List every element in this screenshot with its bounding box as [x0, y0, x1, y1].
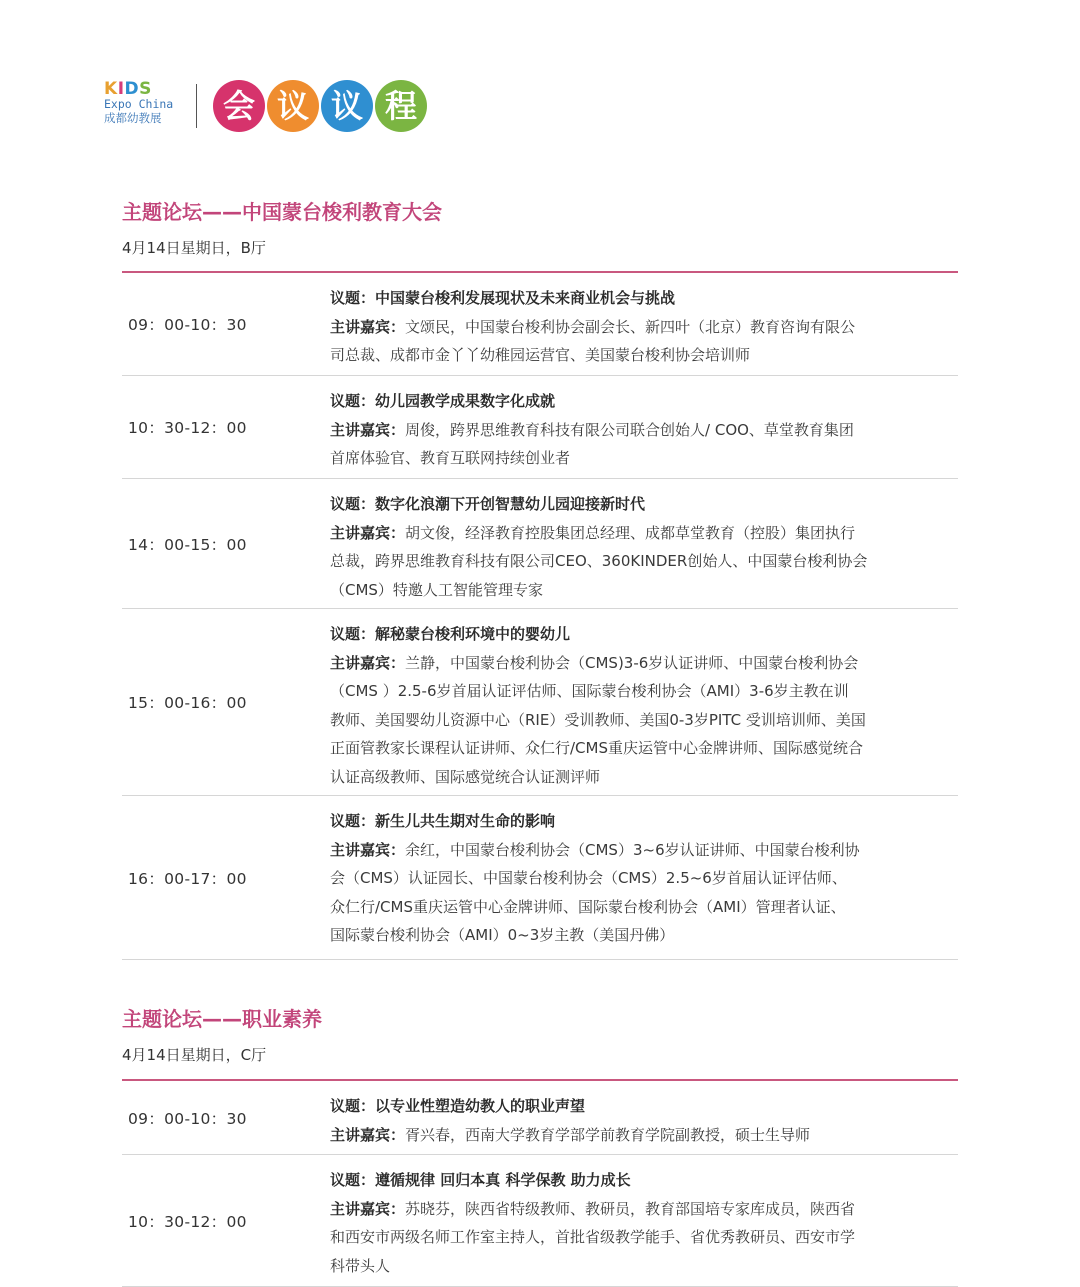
logo-letter-k: K [104, 79, 118, 99]
speaker-text: 胡文俊，经泽教育控股集团总经理、成都草堂教育（控股）集团执行 [405, 523, 856, 542]
speaker-line [330, 1121, 928, 1150]
speaker-line [330, 763, 928, 792]
speaker-line [330, 519, 928, 548]
topic-text: 以专业性塑造幼教人的职业声望 [375, 1097, 586, 1115]
kids-expo-logo [104, 80, 180, 132]
speaker-line [330, 649, 928, 678]
speaker-text: 正面管教家长课程认证讲师、众仁行/CMS重庆运管中心金牌讲师、国际感觉统合 [330, 739, 863, 757]
speaker-prefix: 主讲嘉宾： [330, 840, 406, 859]
speaker-text: 会（CMS）认证园长、中国蒙台梭利协会（CMS）2.5~6岁首届认证评估师、 [330, 869, 847, 887]
speaker-line [330, 893, 928, 922]
schedule-row [122, 1155, 958, 1287]
session-details [330, 490, 928, 604]
speaker-text: 余红，中国蒙台梭利协会（CMS）3~6岁认证讲师、中国蒙台梭利协 [405, 840, 860, 859]
speaker-text: 苏晓芬，陕西省特级教师、教研员，教育部国培专家库成员，陕西省 [405, 1199, 856, 1218]
speaker-line [330, 1252, 928, 1281]
speaker-text: 兰静，中国蒙台梭利协会（CMS)3-6岁认证讲师、中国蒙台梭利协会 [405, 653, 859, 672]
speaker-text: 国际蒙台梭利协会（AMI）0~3岁主教（美国丹佛） [330, 926, 675, 944]
session-details [330, 620, 928, 791]
session-time: 10：30-12：00 [128, 1212, 247, 1231]
speaker-line [330, 313, 928, 342]
speaker-text: 科带头人 [330, 1256, 391, 1275]
topic-prefix: 议题： [330, 392, 376, 410]
logo-cn-text: 成都幼教展 [104, 111, 162, 125]
speaker-prefix: 主讲嘉宾： [330, 420, 406, 439]
topic-text: 中国蒙台梭利发展现状及未来商业机会与挑战 [375, 289, 676, 307]
header-divider [196, 84, 197, 128]
session-topic [330, 620, 928, 649]
topic-text: 幼儿园教学成果数字化成就 [375, 392, 556, 410]
topic-text: 解秘蒙台梭利环境中的婴幼儿 [375, 625, 571, 643]
topic-text: 新生儿共生期对生命的影响 [375, 812, 556, 830]
topic-text: 数字化浪潮下开创智慧幼儿园迎接新时代 [375, 495, 646, 513]
speaker-text: （CMS）特邀人工智能管理专家 [330, 580, 543, 599]
schedule-table [122, 1081, 958, 1287]
session-time: 15：00-16：00 [128, 694, 247, 712]
section-subtitle: 4月14日星期日，C厅 [122, 1046, 267, 1064]
speaker-line [330, 1223, 928, 1252]
speaker-line [330, 547, 928, 576]
schedule-row [122, 479, 958, 609]
speaker-prefix: 主讲嘉宾： [330, 317, 406, 336]
speaker-prefix: 主讲嘉宾： [330, 523, 406, 542]
title-char-circle: 议 [267, 80, 319, 132]
speaker-line [330, 734, 928, 763]
session-time: 14：00-15：00 [128, 535, 247, 554]
speaker-text: 众仁行/CMS重庆运管中心金牌讲师、国际蒙台梭利协会（AMI）管理者认证、 [330, 897, 846, 916]
speaker-text: 和西安市两级名师工作室主持人，首批省级教学能手、省优秀教研员、西安市学 [330, 1228, 856, 1246]
logo-letter-s: S [139, 79, 152, 99]
session-topic [330, 490, 928, 519]
speaker-text: 周俊，跨界思维教育科技有限公司联合创始人/ COO、草堂教育集团 [405, 420, 854, 439]
logo-kids-text [104, 80, 180, 98]
speaker-line [330, 921, 928, 950]
session-topic [330, 1166, 928, 1195]
speaker-line [330, 706, 928, 735]
topic-prefix: 议题： [330, 1171, 376, 1189]
title-char-circle: 会 [213, 80, 265, 132]
schedule-table [122, 273, 958, 960]
schedule-row [122, 1081, 958, 1155]
speaker-text: 文颂民，中国蒙台梭利协会副会长、新四叶（北京）教育咨询有限公 [405, 317, 856, 336]
topic-prefix: 议题： [330, 625, 376, 643]
speaker-text: 首席体验官、教育互联网持续创业者 [330, 449, 571, 467]
speaker-text: 总裁，跨界思维教育科技有限公司CEO、360KINDER创始人、中国蒙台梭利协会 [330, 552, 868, 570]
speaker-text: （CMS ）2.5-6岁首届认证评估师、国际蒙台梭利协会（AMI）3-6岁主教在训 [330, 682, 849, 700]
title-char-circle: 程 [375, 80, 427, 132]
topic-prefix: 议题： [330, 1097, 376, 1115]
logo-letter-i: I [117, 79, 125, 99]
speaker-line [330, 1195, 928, 1224]
speaker-text: 教师、美国婴幼儿资源中心（RIE）受训教师、美国0-3岁PITC 受训培训师、美国 [330, 710, 866, 729]
session-topic [330, 807, 928, 836]
header [104, 76, 427, 136]
topic-prefix: 议题： [330, 812, 376, 830]
speaker-line [330, 677, 928, 706]
topic-text: 遵循规律 回归本真 科学保教 助力成长 [375, 1171, 631, 1189]
speaker-line [330, 416, 928, 445]
speaker-line [330, 341, 928, 370]
session-details [330, 387, 928, 473]
logo-letter-d: D [124, 79, 140, 99]
session-time: 09：00-10：30 [128, 316, 247, 334]
session-details [330, 284, 928, 370]
session-time: 10：30-12：00 [128, 419, 247, 437]
schedule-row [122, 273, 958, 376]
session-time: 16：00-17：00 [128, 869, 247, 888]
topic-prefix: 议题： [330, 495, 376, 513]
schedule-row [122, 796, 958, 960]
section-title: 主题论坛——职业素养 [122, 1007, 322, 1031]
session-details [330, 1166, 928, 1280]
session-topic [330, 1092, 928, 1121]
topic-prefix: 议题： [330, 289, 376, 307]
speaker-text: 司总裁、成都市金丫丫幼稚园运营官、美国蒙台梭利协会培训师 [330, 346, 751, 364]
session-topic [330, 387, 928, 416]
session-details [330, 807, 928, 950]
session-details [330, 1092, 928, 1149]
section-title: 主题论坛——中国蒙台梭利教育大会 [122, 200, 442, 224]
section-subtitle: 4月14日星期日，B厅 [122, 239, 266, 257]
schedule-row [122, 609, 958, 796]
speaker-prefix: 主讲嘉宾： [330, 1125, 406, 1144]
title-char-circle: 议 [321, 80, 373, 132]
logo-expo-text: Expo China [104, 97, 174, 111]
speaker-text: 认证高级教师、国际感觉统合认证测评师 [330, 767, 601, 786]
page-title [213, 80, 427, 132]
speaker-line [330, 576, 928, 605]
schedule-row [122, 376, 958, 479]
speaker-prefix: 主讲嘉宾： [330, 1199, 406, 1218]
speaker-line [330, 444, 928, 473]
speaker-prefix: 主讲嘉宾： [330, 653, 406, 672]
session-topic [330, 284, 928, 313]
speaker-line [330, 836, 928, 865]
speaker-line [330, 864, 928, 893]
speaker-text: 胥兴春，西南大学教育学部学前教育学院副教授，硕士生导师 [405, 1125, 811, 1144]
session-time: 09：00-10：30 [128, 1109, 247, 1128]
